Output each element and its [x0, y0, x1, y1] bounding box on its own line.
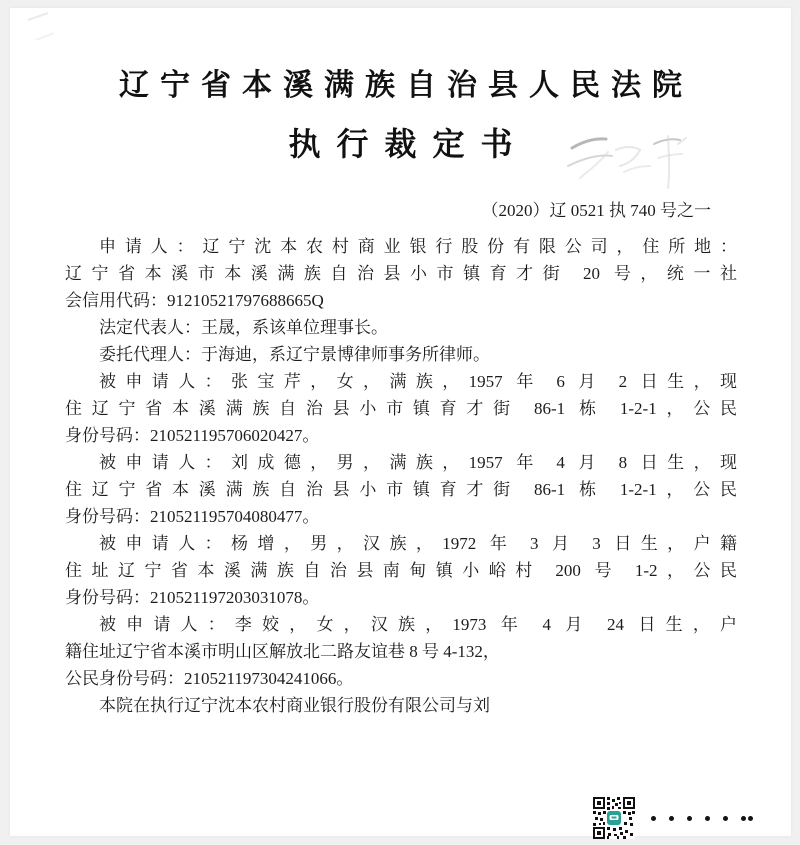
body-line: 身份号码：210521197203031078。	[65, 588, 320, 607]
court-title: 辽宁省本溪满族自治县人民法院	[119, 69, 693, 102]
body-line: 公民身份号码：210521197304241066。	[65, 669, 354, 688]
body-line: 住辽宁省本溪满族自治县小市镇育才街 86-1 栋 1-2-1，公民	[65, 399, 737, 418]
body-line: 被申请人：杨增，男，汉族，1972 年 3 月 3 日生，户籍	[99, 534, 737, 553]
body-line: 身份号码：210521195706020427。	[65, 426, 320, 445]
dot	[687, 816, 692, 821]
body-line: 被申请人：张宝芹，女，满族，1957 年 6 月 2 日生，现	[99, 372, 737, 391]
body-line: 身份号码：210521195704080477。	[65, 507, 320, 526]
document-type-title: 执行裁定书	[288, 126, 529, 162]
dot	[651, 816, 656, 821]
dot-row	[651, 816, 753, 821]
dot	[741, 816, 746, 821]
body-line: 被申请人：李姣，女，汉族，1973 年 4 月 24 日生，户	[99, 615, 737, 634]
faint-corner-marks-icon	[20, 8, 90, 53]
document-page	[10, 8, 791, 836]
document-body	[10, 233, 791, 719]
body-line: 法定代表人：王晟，系该单位理事长。	[99, 318, 388, 337]
body-line: 被申请人：刘成德，男，满族，1957 年 4 月 8 日生，现	[99, 453, 737, 472]
body-line: 本院在执行辽宁沈本农村商业银行股份有限公司与刘	[99, 696, 490, 715]
body-line: 申请人：辽宁沈本农村商业银行股份有限公司，住所地：	[99, 237, 737, 256]
body-line: 籍住址辽宁省本溪市明山区解放北二路友谊巷 8 号 4-132，	[65, 642, 500, 661]
body-line: 会信用代码：91210521797688665Q	[65, 291, 324, 310]
dot	[723, 816, 728, 821]
dot	[748, 816, 753, 821]
dot	[705, 816, 710, 821]
body-line: 委托代理人：于海迪，系辽宁景博律师事务所律师。	[99, 345, 490, 364]
body-line: 住址辽宁省本溪满族自治县南甸镇小峪村 200 号 1-2，公民	[65, 561, 737, 580]
body-line: 住辽宁省本溪满族自治县小市镇育才街 86-1 栋 1-2-1，公民	[65, 480, 737, 499]
body-line: 辽宁省本溪市本溪满族自治县小市镇育才街 20 号，统一社	[65, 264, 737, 283]
dot	[669, 816, 674, 821]
case-number: （2020）辽 0521 执 740 号之一	[481, 201, 711, 220]
qr-code-icon	[593, 797, 635, 839]
